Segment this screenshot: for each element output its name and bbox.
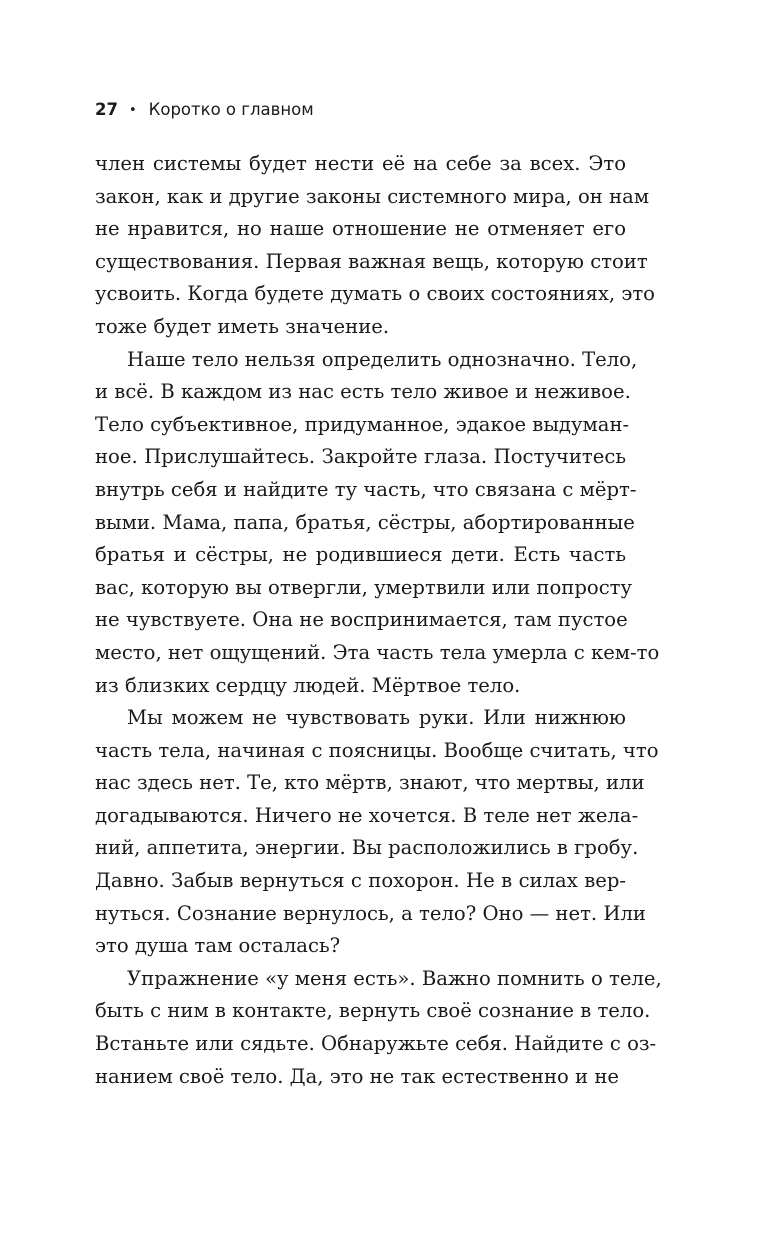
text-line: Тело субъективное, придуманное, эдакое выдуман- — [95, 412, 630, 436]
text-line: Упражнение «у меня есть». Важно помнить о теле, — [127, 966, 662, 990]
text-line: место, нет ощущений. Эта часть тела умерла с кем-то — [95, 640, 660, 664]
text-line: быть с ним в контакте, вернуть своё сознание в тело. — [95, 999, 651, 1023]
text-line: выми. Мама, папа, братья, сёстры, абортированные — [95, 510, 635, 534]
text-line: закон, как и другие законы системного мира, он нам — [95, 184, 650, 208]
chapter-title: Коротко о главном — [148, 100, 314, 119]
text-line: член системы будет нести её на себе за всех. Это — [95, 152, 626, 175]
text-line: часть тела, начиная с поясницы. Вообще считать, что — [95, 738, 659, 762]
text-line: нуться. Сознание вернулось, а тело? Оно — нет. Или — [95, 901, 646, 925]
text-line: из близких сердцу людей. Мёртвое тело. — [95, 673, 521, 697]
text-line: ний, аппетита, энергии. Вы расположились в гробу. — [95, 836, 639, 860]
text-line: это душа там осталась? — [95, 934, 341, 958]
text-line: вас, которую вы отвергли, умертвили или попросту — [95, 575, 633, 599]
text-line: Мы можем не чувствовать руки. Или нижнюю — [127, 706, 626, 730]
text-line: Встаньте или сядьте. Обнаружьте себя. Найдите с оз- — [95, 1032, 657, 1056]
text-line: братья и сёстры, не родившиеся дети. Есть часть — [95, 543, 626, 567]
page-number: 27 — [95, 100, 118, 119]
text-line: ное. Прислушайтесь. Закройте глаза. Постучитесь — [95, 445, 626, 469]
text-line: не чувствуете. Она не воспринимается, там пустое — [95, 608, 628, 632]
text-line: усвоить. Когда будете думать о своих состояниях, это — [95, 282, 655, 306]
body-text — [95, 148, 662, 1093]
paragraph — [95, 344, 660, 703]
text-line: догадываются. Ничего не хочется. В теле нет жела- — [95, 803, 639, 827]
text-line: не нравится, но наше отношение не отменяет его — [95, 217, 626, 241]
text-line: тоже будет иметь значение. — [95, 314, 390, 338]
running-head — [95, 96, 314, 125]
text-line: и всё. В каждом из нас есть тело живое и неживое. — [95, 380, 631, 404]
text-line: Наше тело нельзя определить однозначно. Тело, — [127, 347, 638, 371]
text-line: существования. Первая важная вещь, которую стоит — [95, 249, 648, 273]
text-line: нанием своё тело. Да, это не так естественно и не — [95, 1064, 619, 1088]
text-line: внутрь себя и найдите ту часть, что связана с мёрт- — [95, 477, 637, 501]
paragraph — [95, 963, 662, 1093]
text-line: Давно. Забыв вернуться с похорон. Не в силах вер- — [95, 869, 626, 893]
text-line: нас здесь нет. Те, кто мёртв, знают, что мертвы, или — [95, 771, 645, 795]
paragraph — [95, 702, 659, 963]
paragraph — [95, 148, 655, 344]
bullet-separator: • — [128, 103, 137, 118]
